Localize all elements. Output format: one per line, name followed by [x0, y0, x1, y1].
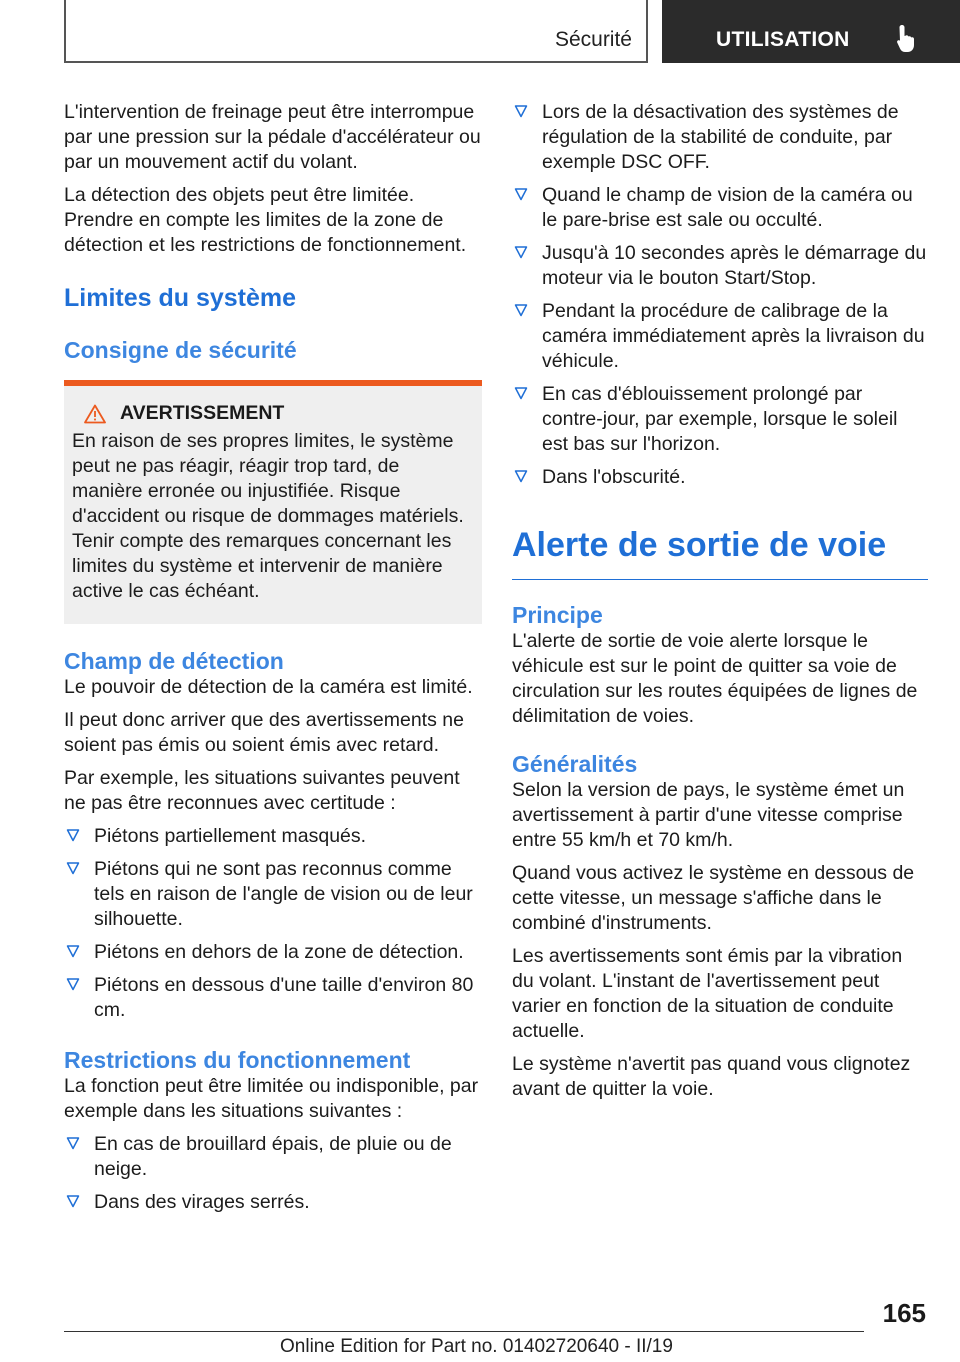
header-section-title: Sécurité	[554, 28, 632, 51]
list-item: Jusqu'à 10 secondes après le démarrage du moteur via le bouton Start/Stop.	[512, 241, 928, 291]
warning-title-row	[72, 402, 474, 425]
list-item: Pendant la procédure de calibrage de la caméra immédiatement après la livraison du véhicule.	[512, 299, 928, 374]
restrictions-list	[64, 1132, 482, 1215]
list-item: En cas d'éblouissement prolongé par contre-jour, par exemple, lorsque le soleil est bas sur l'horizon.	[512, 382, 928, 457]
header-chapter-tab	[662, 0, 960, 63]
triangle-bullet-icon	[66, 977, 80, 991]
left-column	[64, 100, 482, 1223]
triangle-bullet-icon	[66, 861, 80, 875]
page-number: 165	[882, 1298, 926, 1328]
list-item: En cas de brouillard épais, de pluie ou de neige.	[64, 1132, 482, 1182]
list-item: Piétons partiellement masqués.	[64, 824, 482, 849]
list-item: Piétons en dehors de la zone de détection.	[64, 940, 482, 965]
field-paragraph-1: Le pouvoir de détection de la caméra est limité.	[64, 676, 473, 698]
hand-pointer-icon	[896, 24, 918, 54]
list-item: Piétons qui ne sont pas reconnus comme tels en raison de l'angle de vision ou de leur silhouette.	[64, 857, 482, 932]
warning-triangle-icon	[84, 404, 106, 424]
triangle-bullet-icon	[514, 187, 528, 201]
heading-lane-departure-warning: Alerte de sortie de voie	[512, 526, 928, 580]
triangle-bullet-icon	[514, 104, 528, 118]
intro-paragraph-2: La détection des objets peut être limitée. Prendre en compte les limites de la zone de détection et les restrictions de fonctionnement.	[64, 184, 467, 256]
heading-restrictions: Restrictions du fonctionnement	[64, 1047, 411, 1073]
field-paragraph-2: Il peut donc arriver que des avertissements ne soient pas émis ou soient émis avec retard.	[64, 709, 464, 756]
triangle-bullet-icon	[66, 828, 80, 842]
detection-limits-list	[64, 824, 482, 1023]
footer-divider	[64, 1331, 864, 1332]
warning-title: AVERTISSEMENT	[120, 402, 285, 424]
heading-safety-note: Consigne de sécurité	[64, 337, 297, 363]
heading-system-limits: Limites du système	[64, 284, 297, 312]
right-column	[512, 100, 928, 1110]
triangle-bullet-icon	[514, 386, 528, 400]
list-item: Dans l'obscurité.	[512, 465, 928, 490]
header-section-box	[64, 0, 648, 63]
triangle-bullet-icon	[66, 1136, 80, 1150]
header-chapter-title: UTILISATION	[716, 28, 850, 51]
principle-paragraph: L'alerte de sortie de voie alerte lorsque le véhicule est sur le point de quitter sa voie de circulation sur les routes équipées de lignes de délimitation de voies.	[512, 630, 918, 727]
general-paragraph-1: Selon la version de pays, le système émet un avertissement à partir d'une vitesse comprise entre 55 km/h et 70 km/h.	[512, 779, 905, 851]
field-paragraph-3: Par exemple, les situations suivantes peuvent ne pas être reconnues avec certitude :	[64, 767, 460, 814]
list-item: Piétons en dessous d'une taille d'environ 80 cm.	[64, 973, 482, 1023]
warning-text: En raison de ses propres limites, le système peut ne pas réagir, réagir trop tard, de manière erronée ou injustifiée. Risque d'accident ou risque de dommages matériels. Tenir compte des remarques concernant les limites du système et intervenir de manière active le cas échéant.	[72, 430, 464, 602]
list-item: Quand le champ de vision de la caméra ou le pare-brise est sale ou occulté.	[512, 183, 928, 233]
footer-edition: Online Edition for Part no. 01402720640 - II/19	[280, 1336, 673, 1357]
triangle-bullet-icon	[66, 1194, 80, 1208]
heading-principle: Principe	[512, 602, 603, 628]
intro-paragraph-1: L'intervention de freinage peut être interrompue par une pression sur la pédale d'accélérateur ou par un mouvement actif du volant.	[64, 101, 481, 173]
heading-detection-field: Champ de détection	[64, 648, 284, 674]
heading-general: Généralités	[512, 751, 638, 777]
warning-box	[64, 380, 482, 624]
restrictions-list-continued	[512, 100, 928, 490]
triangle-bullet-icon	[514, 245, 528, 259]
general-paragraph-2: Quand vous activez le système en dessous de cette vitesse, un message s'affiche dans le combiné d'instruments.	[512, 862, 915, 934]
general-paragraph-4: Le système n'avertit pas quand vous clignotez avant de quitter la voie.	[512, 1053, 911, 1100]
restrictions-paragraph: La fonction peut être limitée ou indisponible, par exemple dans les situations suivantes :	[64, 1075, 479, 1122]
list-item: Dans des virages serrés.	[64, 1190, 482, 1215]
triangle-bullet-icon	[514, 469, 528, 483]
general-paragraph-3: Les avertissements sont émis par la vibration du volant. L'instant de l'avertissement peut varier en fonction de la situation de conduite actuelle.	[512, 945, 903, 1042]
triangle-bullet-icon	[514, 303, 528, 317]
triangle-bullet-icon	[66, 944, 80, 958]
list-item: Lors de la désactivation des systèmes de régulation de la stabilité de conduite, par exemple DSC OFF.	[512, 100, 928, 175]
